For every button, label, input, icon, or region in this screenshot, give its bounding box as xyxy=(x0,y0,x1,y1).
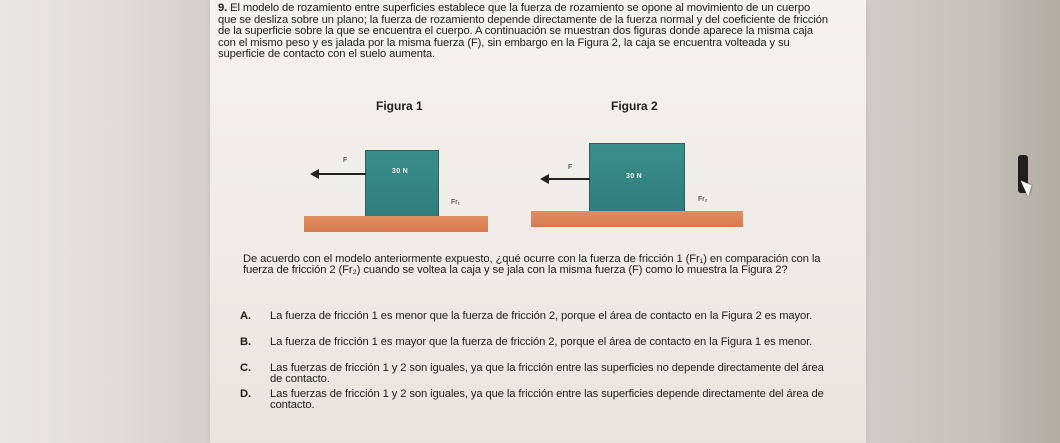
figure-2-force-label: F xyxy=(568,164,573,171)
option-a[interactable] xyxy=(240,311,832,322)
question-text: El modelo de rozamiento entre superficies establece que la fuerza de rozamiento se opone al movimiento de un cuerpo que se desliza sobre un plano; la fuerza de rozamiento depende directamente de la fuerza normal y del coeficiente de fricción de la superficie sobre la que se encuentra el cuerpo. A continuación se muestran dos figuras donde aparece la misma caja con el mismo peso y es jalada por la misma fuerza (F), sin embargo en la Figura 2, la caja se encuentra volteada y su superficie de contacto con el suelo aumenta. xyxy=(218,2,829,61)
figure-2-title: Figura 2 xyxy=(611,99,658,113)
figure-2-force-arrow xyxy=(548,178,590,180)
figure-2-friction-label: Fr₂ xyxy=(698,196,708,203)
option-b-text: La fuerza de fricción 1 es mayor que la fuerza de fricción 2, porque el área de contacto en la Figura 1 es menor. xyxy=(270,336,813,348)
background-wall xyxy=(1000,0,1060,443)
option-b-letter: B. xyxy=(240,336,251,348)
option-c[interactable] xyxy=(240,363,832,385)
question-number: 9. xyxy=(218,2,228,14)
option-c-letter: C. xyxy=(240,362,251,374)
figure-2-ground xyxy=(531,211,743,227)
figure-1-weight: 30 N xyxy=(392,168,408,175)
option-a-letter: A. xyxy=(240,310,251,322)
option-c-text: Las fuerzas de fricción 1 y 2 son iguales, ya que la fricción entre las superficies no depende directamente del área de contacto. xyxy=(270,362,824,386)
figure-1-friction-label: Fr₁ xyxy=(451,199,460,206)
question-statement xyxy=(218,3,830,61)
figure-2-force-arrow-head xyxy=(540,174,549,184)
figure-2-weight: 30 N xyxy=(626,173,642,180)
background-left xyxy=(0,0,215,443)
figure-1-title: Figura 1 xyxy=(376,99,423,113)
option-b[interactable] xyxy=(240,337,832,348)
option-d-text: Las fuerzas de fricción 1 y 2 son iguales, ya que la fricción entre las superficies depende directamente del área de contacto. xyxy=(270,388,824,412)
figure-1-force-label: F xyxy=(343,157,348,164)
figure-1-box xyxy=(365,150,439,218)
option-a-text: La fuerza de fricción 1 es menor que la fuerza de fricción 2, porque el área de contacto en la Figura 2 es mayor. xyxy=(270,310,813,322)
figure-1-force-arrow-head xyxy=(310,169,319,179)
figure-1-ground xyxy=(304,216,488,232)
question-prompt: De acuerdo con el modelo anteriormente expuesto, ¿qué ocurre con la fuerza de fricción 1 (Fr₁) en comparación con la fuerza de fricción 2 (Fr₂) cuando se voltea la caja y se jala con la misma fuerza (F) como lo muestra la Figura 2? xyxy=(243,253,821,277)
option-d-letter: D. xyxy=(240,388,251,400)
figure-1-force-arrow xyxy=(318,173,366,175)
option-d[interactable] xyxy=(240,389,832,411)
